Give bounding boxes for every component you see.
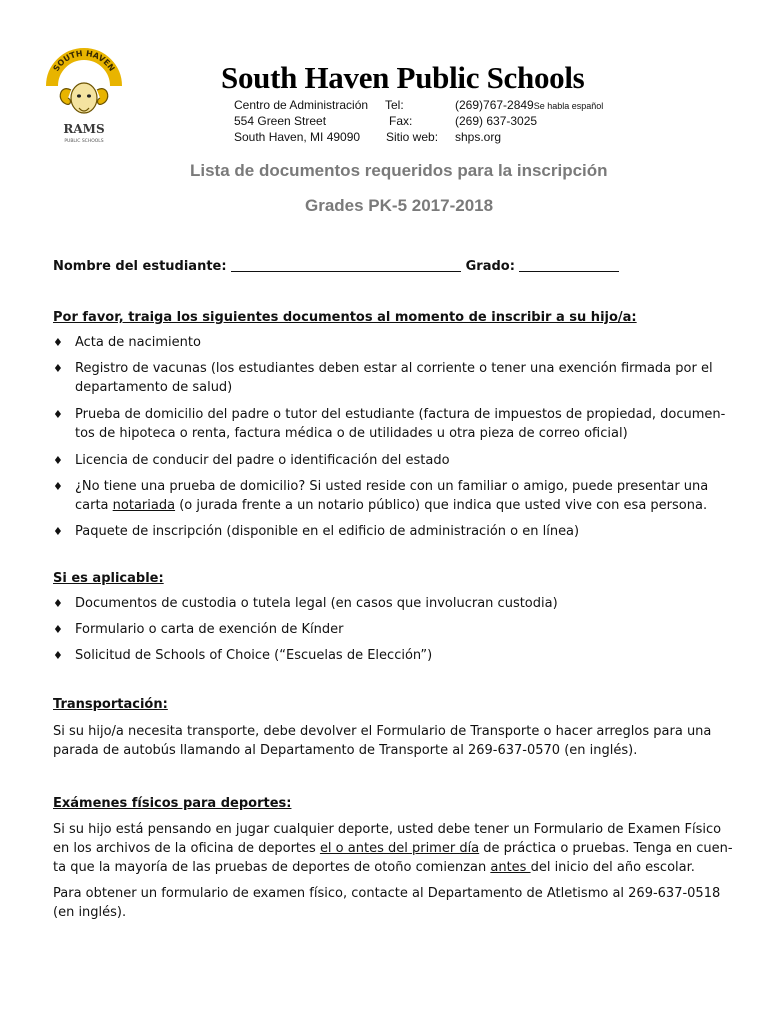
school-logo (46, 48, 122, 148)
bullet-icon: ♦ (53, 362, 63, 375)
fax-label: Fax: (389, 114, 413, 128)
logo-sub-text: PUBLIC SCHOOLS (64, 139, 104, 144)
required-item: Licencia de conducir del padre o identificación del estado (75, 453, 450, 468)
required-item: ¿No tiene una prueba de domicilio? Si usted reside con un familiar o amigo, puede presentar una (75, 479, 709, 494)
required-item: Registro de vacunas (los estudiantes deben estar al corriente o tener una exención firmada por el (75, 361, 713, 376)
grade-label: Grado: (465, 259, 515, 274)
required-item: Prueba de domicilio del padre o tutor del estudiante (factura de impuestos de propiedad, documen- (75, 407, 726, 422)
bullet-icon: ♦ (53, 408, 63, 421)
applicable-heading: Si es aplicable: (53, 571, 164, 586)
required-heading: Por favor, traiga los siguientes documentos al momento de inscribir a su hijo/a: (53, 310, 637, 325)
bullet-icon: ♦ (53, 336, 63, 349)
notary-link: notariada (112, 498, 176, 513)
sports-line2-post: de práctica o pruebas. Tenga en cuen- (479, 841, 733, 856)
required-item: Paquete de inscripción (disponible en el edificio de administración o en línea) (75, 524, 580, 539)
school-name: South Haven Public Schools (221, 60, 585, 95)
required-item: Acta de nacimiento (75, 335, 201, 350)
grade-field[interactable] (519, 257, 619, 272)
address-line-1: Centro de Administración (234, 98, 369, 112)
sports-line: Si su hijo está pensando en jugar cualquier deporte, usted debe tener un Formulario de Examen Físico (53, 822, 722, 837)
page-title: Lista de documentos requeridos para la inscripción (190, 161, 608, 180)
tel-label: Tel: (385, 98, 404, 112)
sports-heading: Exámenes físicos para deportes: (53, 796, 292, 811)
notary-pre: carta (75, 498, 113, 513)
bullet-icon: ♦ (53, 623, 63, 636)
required-item-cont (75, 496, 707, 516)
sports-before-underlined: antes (490, 860, 531, 875)
web-label: Sitio web: (386, 130, 439, 144)
sports-contact-line: Para obtener un formulario de examen físico, contacte al Departamento de Atletismo al 269-637-0518 (53, 886, 721, 901)
required-item-cont: departamento de salud) (75, 380, 233, 395)
sports-deadline-underlined: el o antes del primer día (319, 841, 480, 856)
logo-arc-text: SOUTH HAVEN (51, 48, 117, 73)
bullet-icon: ♦ (53, 597, 63, 610)
page-subtitle: Grades PK-5 2017-2018 (305, 196, 494, 215)
student-name-field[interactable] (231, 257, 461, 272)
tel-value (455, 98, 603, 112)
web-value[interactable]: shps.org (455, 130, 502, 144)
bullet-icon: ♦ (53, 454, 63, 467)
bullet-icon: ♦ (53, 480, 63, 493)
tel-note: Se habla español (533, 101, 604, 111)
applicable-item: Formulario o carta de exención de Kínder (75, 622, 344, 637)
applicable-item: Documentos de custodia o tutela legal (en casos que involucran custodia) (75, 596, 558, 611)
sports-line (53, 858, 695, 878)
tel-number: (269)767-2849 (455, 98, 534, 112)
sports-contact-line: (en inglés). (53, 905, 127, 920)
bullet-icon: ♦ (53, 649, 63, 662)
sports-line3-pre: ta que la mayoría de las pruebas de deportes de otoño comienzan (53, 860, 491, 875)
fax-value: (269) 637-3025 (455, 114, 538, 128)
svg-text:SOUTH HAVEN (52, 49, 117, 73)
logo-team-text: RAMS (63, 122, 105, 136)
student-line (53, 257, 619, 277)
student-name-label: Nombre del estudiante: (53, 259, 227, 274)
sports-line3-post: del inicio del año escolar. (530, 860, 695, 875)
address-line-2: 554 Green Street (234, 114, 327, 128)
bullet-icon: ♦ (53, 525, 63, 538)
required-item-cont: tos de hipoteca o renta, factura médica o de utilidades u otra pieza de correo oficial) (75, 426, 628, 441)
sports-line2-pre: en los archivos de la oficina de deportes (53, 841, 320, 856)
address-line-3: South Haven, MI 49090 (234, 130, 361, 144)
transport-heading: Transportación: (53, 697, 168, 712)
transport-line: Si su hijo/a necesita transporte, debe devolver el Formulario de Transporte o hacer arreglos para una (53, 724, 712, 739)
sports-line (53, 839, 733, 859)
applicable-item: Solicitud de Schools of Choice (“Escuelas de Elección”) (75, 648, 433, 663)
notary-post: (o jurada frente a un notario público) que indica que usted vive con esa persona. (175, 498, 708, 513)
transport-line: parada de autobús llamando al Departamento de Transporte al 269-637-0570 (en inglés). (53, 743, 638, 758)
